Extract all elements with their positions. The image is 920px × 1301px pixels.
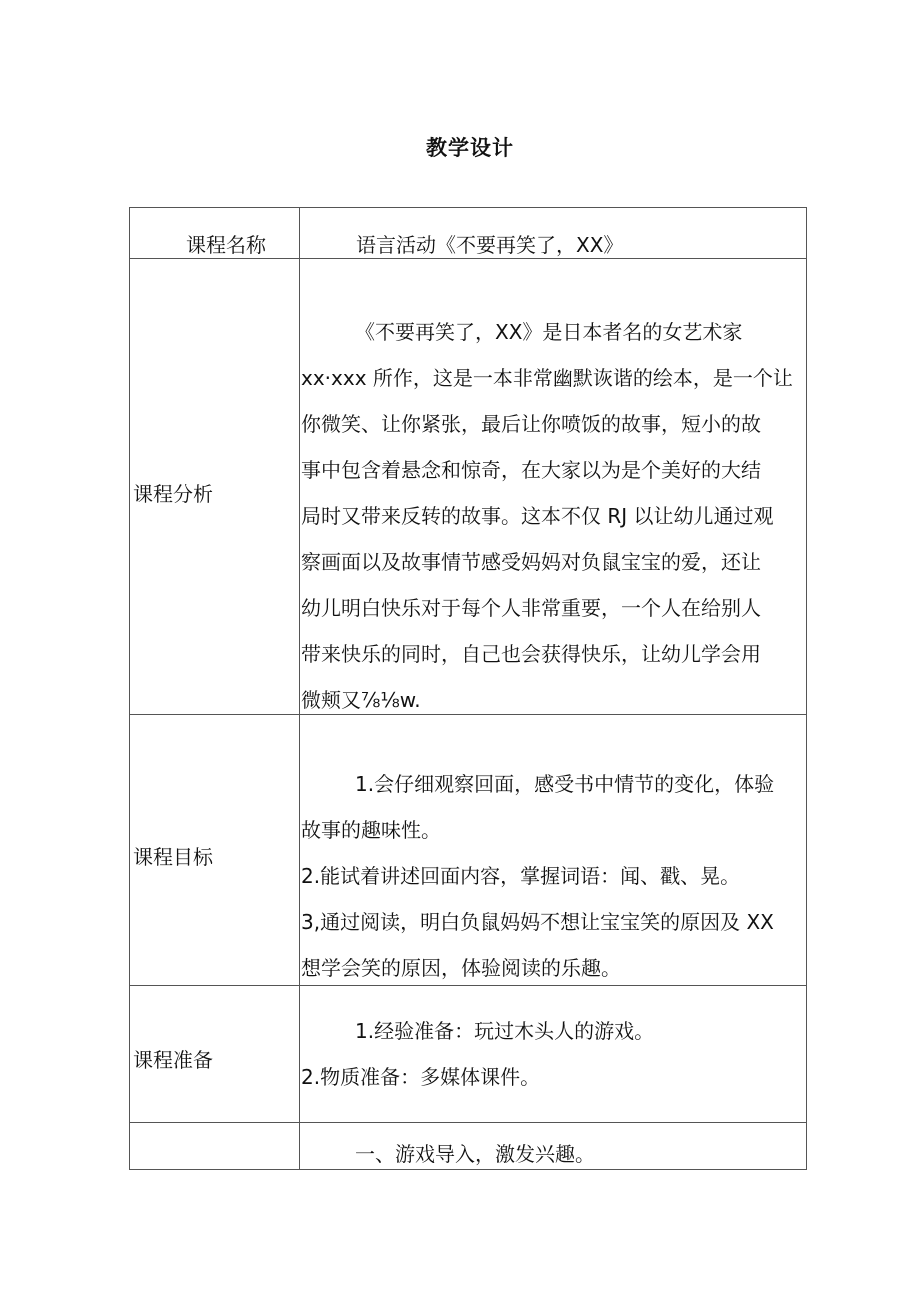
analysis-line: 局时又带来反转的故事。这本不仅 RJ 以让幼儿通过观 (301, 504, 774, 528)
goal-line: 2.能试着讲述回面内容，掌握词语：闻、戳、晃。 (301, 864, 741, 888)
preparation-line: 2.物质准备：多媒体课件。 (301, 1065, 541, 1089)
course-process-text (301, 1131, 808, 1177)
course-name-label: 课程名称 (186, 233, 266, 257)
course-preparation-text (301, 1008, 808, 1100)
analysis-line: 事中包含着悬念和惊奇，在大家以为是个美好的大结 (301, 458, 761, 482)
lesson-plan-table (129, 207, 807, 1170)
analysis-line: 你微笑、让你紧张，最后让你喷饭的故事，短小的故 (301, 412, 761, 436)
analysis-line: 微颊又⅞⅛w. (301, 688, 421, 712)
course-analysis-label: 课程分析 (133, 482, 213, 506)
course-goals-text (301, 761, 808, 991)
analysis-line: 带来快乐的同时，自己也会获得快乐，让幼儿学会用 (301, 642, 761, 666)
analysis-line: 幼儿明白快乐对于每个人非常重要，一个人在给别人 (301, 596, 761, 620)
goal-line: 3,通过阅读，明白负鼠妈妈不想让宝宝笑的原因及 XX (301, 910, 774, 934)
column-divider (299, 208, 300, 1169)
goal-line: 故事的趣味性。 (301, 818, 441, 842)
goal-line: 1.会仔细观察回面，感受书中情节的变化，体验 (355, 772, 775, 796)
process-line: 一、游戏导入，激发兴趣。 (355, 1142, 595, 1166)
preparation-line: 1.经验准备：玩过木头人的游戏。 (355, 1019, 655, 1043)
course-name-value: 语言活动《不要再笑了，XX》 (356, 233, 624, 257)
analysis-line: 察画面以及故事情节感受妈妈对负鼠宝宝的爱，还让 (301, 550, 761, 574)
course-preparation-label: 课程准备 (133, 1048, 213, 1072)
analysis-line: xx·xxx 所作，这是一本非常幽默诙谐的绘本，是一个让 (301, 366, 793, 390)
document-title: 教学设计 (426, 136, 514, 160)
goal-line: 想学会笑的原因，体验阅读的乐趣。 (301, 956, 621, 980)
course-goals-label: 课程目标 (133, 845, 213, 869)
row-divider (130, 258, 806, 259)
course-analysis-text (301, 309, 808, 723)
analysis-line: 《不要再笑了，XX》是日本者名的女艺术家 (355, 320, 743, 344)
row-divider (130, 1122, 806, 1123)
